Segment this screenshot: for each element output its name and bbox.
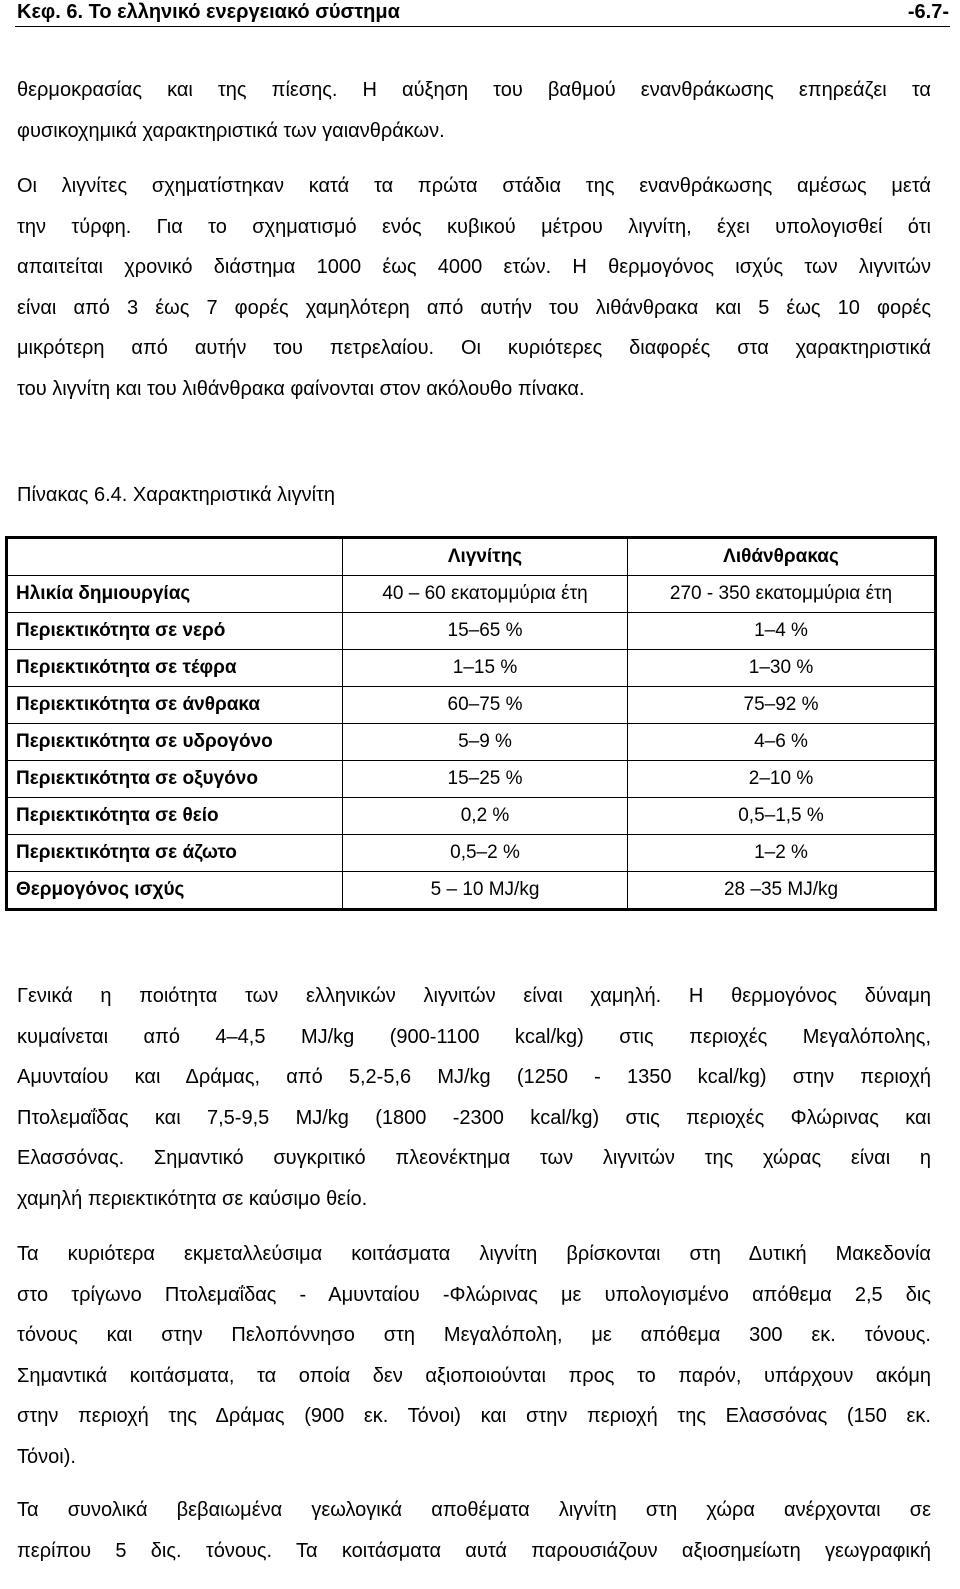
coal-value: 270 - 350 εκατομμύρια έτη [628, 576, 936, 613]
text-line: περίπου 5 δις. τόνους. Τα κοιτάσματα αυτά παρουσιάζουν αξιοσημείωτη γεωγραφική [17, 1539, 931, 1562]
lignite-value: 40 – 60 εκατομμύρια έτη [343, 576, 628, 613]
running-header [17, 0, 949, 26]
header-divider [15, 26, 950, 27]
row-label: Περιεκτικότητα σε οξυγόνο [7, 761, 343, 798]
text-line: απαιτείται χρονικό διάστημα 1000 έως 4000 ετών. Η θερμογόνος ισχύς των λιγνιτών [17, 256, 931, 278]
table-header-row [7, 538, 936, 576]
lignite-value: 5–9 % [343, 724, 628, 761]
table-row [7, 687, 936, 724]
lignite-value: 0,2 % [343, 798, 628, 835]
chapter-title: Κεφ. 6. Το ελληνικό ενεργειακό σύστημα [17, 1, 400, 23]
text-line: στην περιοχή της Δράμας (900 εκ. Τόνοι) και στην περιοχή της Ελασσόνας (150 εκ. [17, 1405, 931, 1427]
row-label: Ηλικία δημιουργίας [7, 576, 343, 613]
text-line: χαμηλή περιεκτικότητα σε καύσιμο θείο. [17, 1187, 368, 1210]
lignite-value: 15–25 % [343, 761, 628, 798]
coal-value: 28 –35 MJ/kg [628, 872, 936, 910]
table-row [7, 650, 936, 687]
text-line: Τα συνολικά βεβαιωμένα γεωλογικά αποθέματα λιγνίτη στη χώρα ανέρχονται σε [17, 1499, 931, 1521]
header-cell-coal: Λιθάνθρακας [628, 538, 936, 576]
page-number: -6.7- [907, 1, 949, 23]
text-line: στο τρίγωνο Πτολεμαΐδας - Αμυνταίου -Φλώρινας με υπολογισμένο απόθεμα 2,5 δις [17, 1283, 931, 1306]
text-line: Ελασσόνας. Σημαντικό συγκριτικό πλεονέκτημα των λιγνιτών της χώρας είναι η [17, 1147, 931, 1169]
lignite-value: 15–65 % [343, 613, 628, 650]
text-line: του λιγνίτη και του λιθάνθρακα φαίνονται στον ακόλουθο πίνακα. [17, 377, 585, 400]
table-row [7, 835, 936, 872]
text-line: θερμοκρασίας και της πίεσης. Η αύξηση του βαθμού ενανθράκωσης επηρεάζει τα [17, 79, 931, 101]
table-row [7, 798, 936, 835]
text-line: Σημαντικά κοιτάσματα, τα οποία δεν αξιοποιούνται προς το παρόν, υπάρχουν ακόμη [17, 1364, 931, 1387]
table-row [7, 724, 936, 761]
lignite-characteristics-table [5, 536, 937, 911]
paragraph-4 [17, 1234, 931, 1477]
text-line: Τα κυριότερα εκμεταλλεύσιμα κοιτάσματα λιγνίτη βρίσκονται στη Δυτική Μακεδονία [17, 1243, 931, 1265]
coal-value: 2–10 % [628, 761, 936, 798]
text-line: Τόνοι). [17, 1445, 76, 1468]
row-label: Περιεκτικότητα σε άζωτο [7, 835, 343, 872]
row-label: Περιεκτικότητα σε θείο [7, 798, 343, 835]
coal-value: 1–30 % [628, 650, 936, 687]
text-line: είναι από 3 έως 7 φορές χαμηλότερη από αυτήν του λιθάνθρακα και 5 έως 10 φορές [17, 296, 931, 319]
text-line: Αμυνταίου και Δράμας, από 5,2-5,6 MJ/kg (1250 - 1350 kcal/kg) στην περιοχή [17, 1066, 931, 1088]
table-row [7, 761, 936, 798]
text-line: κυμαίνεται από 4–4,5 MJ/kg (900-1100 kcal/kg) στις περιοχές Μεγαλόπολης, [17, 1025, 931, 1048]
table-row [7, 576, 936, 613]
table-row [7, 872, 936, 910]
text-line: τόνους και στην Πελοπόννησο στη Μεγαλόπολη, με απόθεμα 300 εκ. τόνους. [17, 1324, 931, 1346]
header-cell-lignite: Λιγνίτης [343, 538, 628, 576]
table-caption: Πίνακας 6.4. Χαρακτηριστικά λιγνίτη [17, 484, 336, 506]
lignite-value: 5 – 10 MJ/kg [343, 872, 628, 910]
paragraph-3 [17, 976, 931, 1219]
row-label: Περιεκτικότητα σε υδρογόνο [7, 724, 343, 761]
lignite-value: 60–75 % [343, 687, 628, 724]
paragraph-5 [17, 1490, 931, 1571]
text-line: μικρότερη από αυτήν του πετρελαίου. Οι κυριότερες διαφορές στα χαρακτηριστικά [17, 337, 931, 359]
coal-value: 4–6 % [628, 724, 936, 761]
header-cell-empty [7, 538, 343, 576]
text-line: φυσικοχημικά χαρακτηριστικά των γαιανθράκων. [17, 119, 445, 142]
table-row [7, 613, 936, 650]
paragraph-2 [17, 166, 931, 409]
row-label: Θερμογόνος ισχύς [7, 872, 343, 910]
text-line: Οι λιγνίτες σχηματίστηκαν κατά τα πρώτα στάδια της ενανθράκωσης αμέσως μετά [17, 175, 931, 197]
lignite-value: 0,5–2 % [343, 835, 628, 872]
paragraph-1 [17, 70, 931, 151]
coal-value: 75–92 % [628, 687, 936, 724]
row-label: Περιεκτικότητα σε άνθρακα [7, 687, 343, 724]
text-line: Γενικά η ποιότητα των ελληνικών λιγνιτών είναι χαμηλή. Η θερμογόνος δύναμη [17, 985, 931, 1007]
coal-value: 1–2 % [628, 835, 936, 872]
text-line: την τύρφη. Για το σχηματισμό ενός κυβικού μέτρου λιγνίτη, έχει υπολογισθεί ότι [17, 215, 931, 238]
row-label: Περιεκτικότητα σε νερό [7, 613, 343, 650]
lignite-value: 1–15 % [343, 650, 628, 687]
text-line: Πτολεμαΐδας και 7,5-9,5 MJ/kg (1800 -2300 kcal/kg) στις περιοχές Φλώρινας και [17, 1106, 931, 1129]
row-label: Περιεκτικότητα σε τέφρα [7, 650, 343, 687]
coal-value: 1–4 % [628, 613, 936, 650]
coal-value: 0,5–1,5 % [628, 798, 936, 835]
